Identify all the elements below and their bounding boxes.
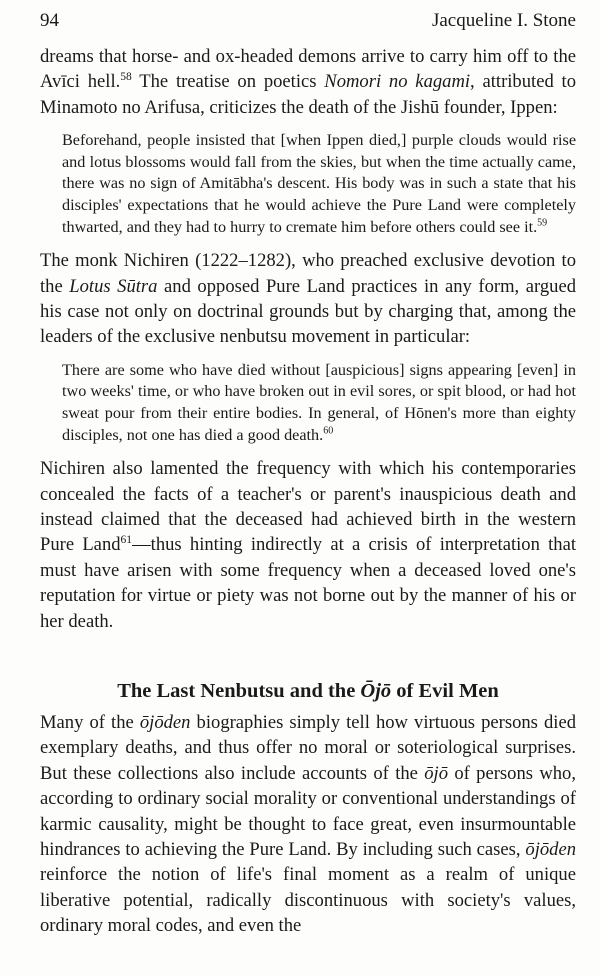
work-title: Lotus Sūtra <box>69 275 158 297</box>
text-run: Nichiren also lamented the frequency with which his contemporaries concealed the facts of a teacher's or parent's inauspicious death and instead claimed that the deceased had achieved birth in the western Pure Land <box>40 458 576 556</box>
block-quote-2 <box>62 360 576 446</box>
footnote-ref-58[interactable]: 58 <box>120 71 132 84</box>
running-head-author: Jacqueline I. Stone <box>431 10 576 31</box>
running-header <box>40 10 576 44</box>
term: ōjōden <box>139 712 191 734</box>
text-run: reinforce the notion of life's final moment as a realm of unique liberative potential, radically discontinuous with society's values, ordinary moral codes, and even the <box>40 864 576 937</box>
block-quote-1 <box>62 130 576 238</box>
text-run: of persons who, according to ordinary social morality or conventional understandings of karmic causality, might be thought to face great, even insurmountable hindrances to achieving the Pure Land. By including such cases, <box>40 762 576 861</box>
footnote-ref-59[interactable]: 59 <box>537 217 548 229</box>
section-heading <box>40 678 576 704</box>
paragraph-4 <box>40 710 576 939</box>
text-run: and opposed Pure Land practices in any form, argued his case not only on doctrinal grounds but by charging that, among the leaders of the exclusive nenbutsu movement in particular: <box>40 275 576 348</box>
heading-text: The Last Nenbutsu and the <box>117 680 361 703</box>
page-number: 94 <box>40 10 59 31</box>
footnote-ref-61[interactable]: 61 <box>120 534 133 547</box>
quote-text: There are some who have died without [auspicious] signs appearing [even] in two weeks' time, or who have broken out in evil sores, or spit blood, or had hot sweat pour from their entire bodies. In general, of Hōnen's more than eighty disciples, not one has died a good death. <box>62 360 576 444</box>
paragraph-3 <box>40 456 576 634</box>
heading-text: of Evil Men <box>391 680 499 703</box>
paragraph-2 <box>40 248 576 350</box>
text-run: , attributed to Minamoto no Arifusa, criticizes the death of the Jishū founder, Ippen: <box>40 71 577 118</box>
term: ōjōden <box>525 839 576 861</box>
work-title: Nomori no kagami <box>324 71 471 93</box>
paragraph-1 <box>40 44 576 120</box>
text-run: Many of the <box>40 712 140 734</box>
quote-text: Beforehand, people insisted that [when Ippen died,] purple clouds would rise and lotus blossoms would fall from the skies, but when the time actually came, there was no sign of Amitābha's descent. His body was in such a state that his disciples' expectations that he would achieve the Pure Land were completely thwarted, and they had to hurry to cremate him before others could see it. <box>62 131 576 236</box>
heading-term: Ōjō <box>360 680 392 703</box>
text-run: The treatise on poetics <box>131 71 325 93</box>
text-run: dreams that horse- and ox-headed demons arrive to carry him off to the Avīci hell. <box>40 46 576 93</box>
term: ōjō <box>424 762 449 784</box>
text-run: biographies simply tell how virtuous persons died exemplary deaths, and thus offer no moral or soteriological surprises. But these collections also include accounts of the <box>40 712 577 784</box>
text-run: —thus hinting indirectly at a crisis of interpretation that must have arisen with some frequency when a deceased loved one's reputation for virtue or piety was not borne out by the manner of his or her death. <box>40 534 577 632</box>
footnote-ref-60[interactable]: 60 <box>323 425 334 437</box>
text-run: The monk Nichiren (1222–1282), who preached exclusive devotion to the <box>40 250 576 297</box>
